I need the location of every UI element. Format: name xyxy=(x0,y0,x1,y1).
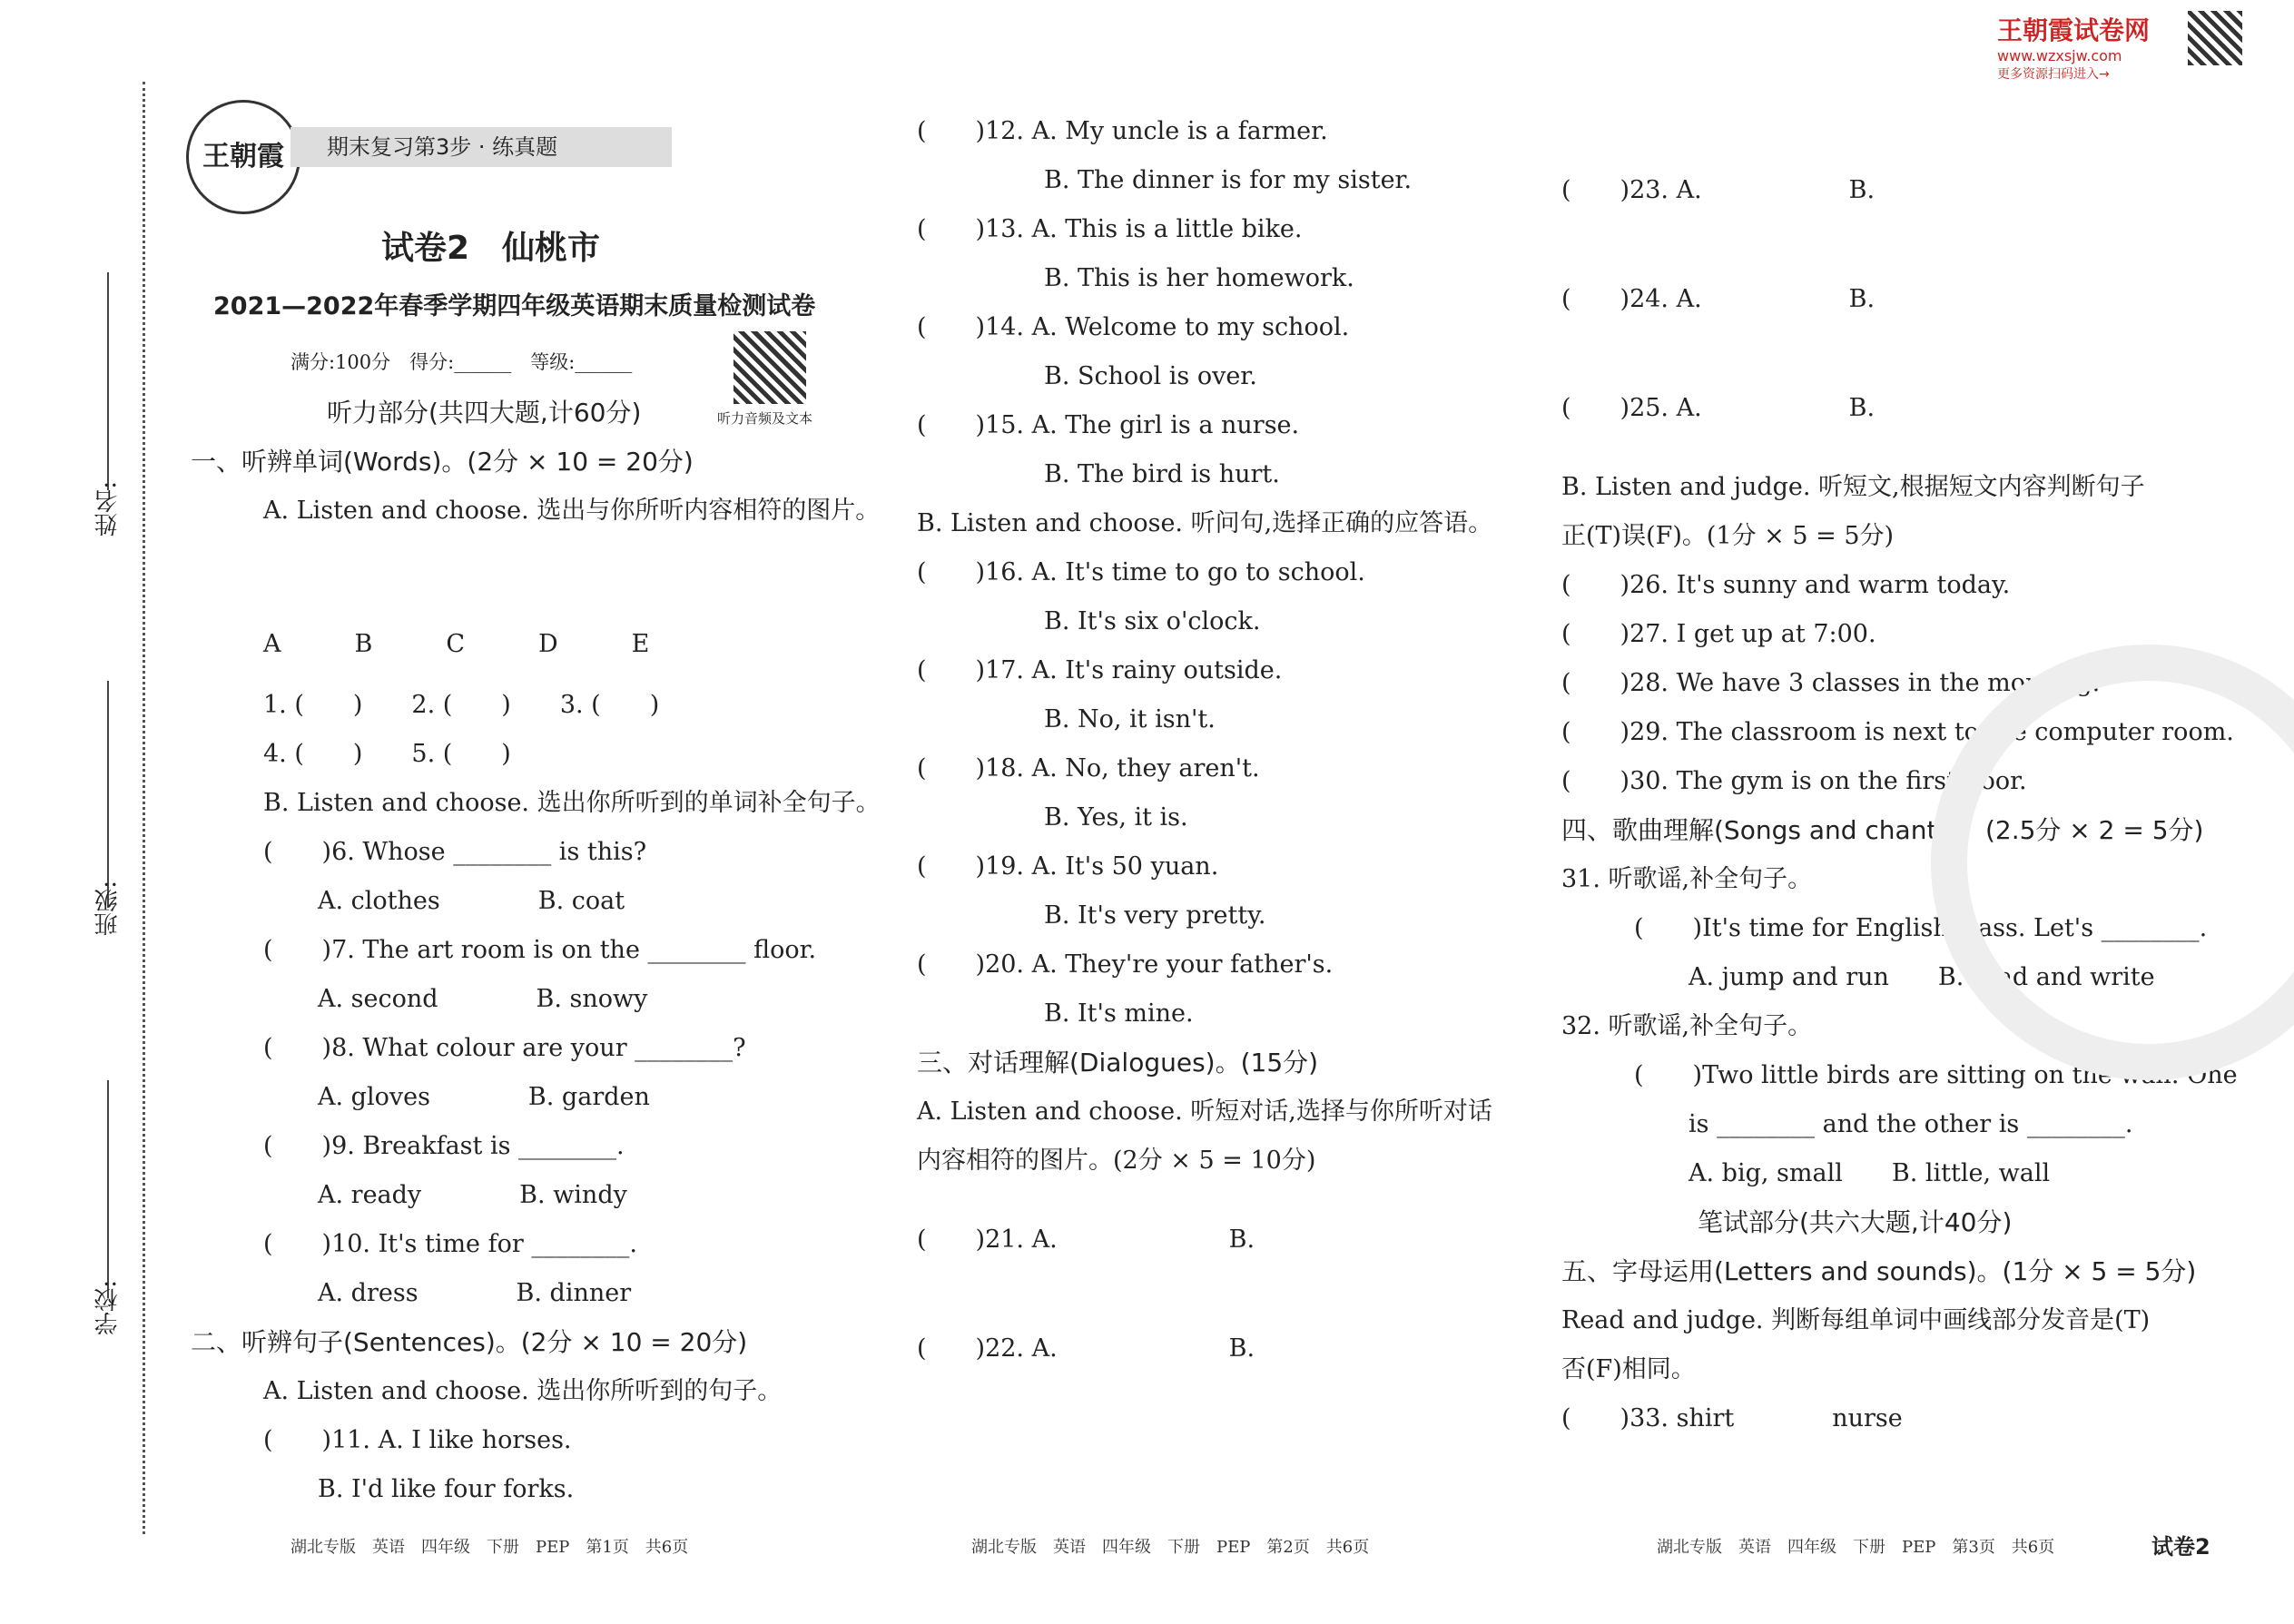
col1-line: B. Listen and choose. 选出你所听到的单词补全句子。 xyxy=(263,789,881,817)
col1-line: ( )11. A. I like horses. xyxy=(263,1426,572,1454)
col1-line: A. dress B. dinner xyxy=(318,1279,632,1307)
col2-line: B. Listen and choose. 听问句,选择正确的应答语。 xyxy=(917,509,1493,537)
col3-line: 否(F)相同。 xyxy=(1561,1355,1696,1383)
col3-line: ( )Two little birds are sitting on the wall. One xyxy=(1634,1061,2238,1089)
col1-line: ( )9. Breakfast is ________. xyxy=(263,1132,625,1160)
col3-line: ( )27. I get up at 7:00. xyxy=(1561,620,1876,648)
col1-line: A. Listen and choose. 选出与你所听内容相符的图片。 xyxy=(263,497,881,525)
col1-line: ( )7. The art room is on the ________ floor. xyxy=(263,936,817,964)
col2-line: B. It's very pretty. xyxy=(1044,901,1266,930)
col1-line: B. I'd like four forks. xyxy=(318,1475,575,1503)
col2-line: ( )18. A. No, they aren't. xyxy=(917,754,1260,782)
brand-url: www.wzxsjw.com xyxy=(1997,47,2122,64)
col1-line: 二、听辨句子(Sentences)。(2分 × 10 = 20分) xyxy=(191,1327,748,1357)
col2-line: ( )19. A. It's 50 yuan. xyxy=(917,852,1219,881)
binding-line xyxy=(143,82,147,1534)
col3-line: 31. 听歌谣,补全句子。 xyxy=(1561,865,1813,893)
col1-line: A B C D E xyxy=(263,630,650,658)
col2-line: ( )15. A. The girl is a nurse. xyxy=(917,411,1300,439)
school-label: 学校: xyxy=(94,1280,122,1335)
qr-label: 听力音频及文本 xyxy=(717,410,813,427)
col1-line: A. ready B. windy xyxy=(318,1181,627,1209)
school-line xyxy=(107,1080,109,1298)
col2-line: ( )17. A. It's rainy outside. xyxy=(917,656,1283,684)
col3-line: ( )25. A. B. xyxy=(1561,394,1876,422)
col2-line: ( )20. A. They're your father's. xyxy=(917,950,1334,979)
col1-line: 听力部分(共四大题,计60分) xyxy=(327,398,642,428)
col1-line: ( )8. What colour are your ________? xyxy=(263,1034,746,1062)
brand-note: 更多资源扫码进入→ xyxy=(1997,67,2110,82)
col3-line: B. Listen and judge. 听短文,根据短文内容判断句子 xyxy=(1561,473,2145,501)
brand xyxy=(1997,11,2150,83)
brand-qr-icon xyxy=(2188,11,2242,65)
col3-line: 笔试部分(共六大题,计40分) xyxy=(1698,1207,2013,1237)
col3-line: ( )26. It's sunny and warm today. xyxy=(1561,571,2011,599)
col3-line: 五、字母运用(Letters and sounds)。(1分 × 5 = 5分) xyxy=(1561,1256,2197,1286)
name-label: 姓名: xyxy=(94,481,122,536)
col1-line: 4. ( ) 5. ( ) xyxy=(263,740,511,768)
score-line: 满分:100分 得分:______ 等级:______ xyxy=(290,351,633,373)
brand-name: 王朝霞试卷网 xyxy=(1997,15,2151,45)
col2-line: ( )14. A. Welcome to my school. xyxy=(917,313,1350,341)
col2-line: ( )22. A. B. xyxy=(917,1334,1255,1363)
column-2 xyxy=(917,107,1492,1403)
col2-line: A. Listen and choose. 听短对话,选择与你所听对话 xyxy=(917,1097,1492,1126)
col1-line: A. Listen and choose. 选出你所听到的句子。 xyxy=(263,1377,783,1405)
col2-line: B. It's mine. xyxy=(1044,999,1194,1028)
footer-3: 湖北专版 英语 四年级 下册 PEP 第3页 共6页 xyxy=(1657,1538,2055,1557)
class-label: 班级: xyxy=(94,881,122,936)
col3-line: A. jump and run B. read and write xyxy=(1689,963,2155,991)
col2-line: B. No, it isn't. xyxy=(1044,705,1216,733)
col2-line: B. This is her homework. xyxy=(1044,264,1354,292)
col1-line: ( )6. Whose ________ is this? xyxy=(263,838,647,866)
page-subtitle: 2021—2022年春季学期四年级英语期末质量检测试卷 xyxy=(213,292,816,320)
col1-line: ( )10. It's time for ________. xyxy=(263,1230,637,1258)
col3-line: ( )29. The classroom is next to the computer room. xyxy=(1561,718,2234,746)
footer-2: 湖北专版 英语 四年级 下册 PEP 第2页 共6页 xyxy=(971,1538,1370,1557)
col3-line: ( )30. The gym is on the first floor. xyxy=(1561,767,2027,795)
col3-line: 32. 听歌谣,补全句子。 xyxy=(1561,1012,1813,1040)
col2-line: ( )16. A. It's time to go to school. xyxy=(917,558,1365,586)
paper-tag: 试卷2 xyxy=(2151,1534,2210,1560)
col2-line: B. School is over. xyxy=(1044,362,1257,390)
col3-line: is ________ and the other is ________. xyxy=(1689,1110,2133,1138)
col2-line: ( )12. A. My uncle is a farmer. xyxy=(917,117,1328,145)
col3-line: ( )24. A. B. xyxy=(1561,285,1876,313)
col2-line: 内容相符的图片。(2分 × 5 = 10分) xyxy=(917,1147,1316,1175)
col3-line: ( )33. shirt nurse xyxy=(1561,1404,1903,1432)
class-line xyxy=(107,681,109,908)
col2-line: ( )21. A. B. xyxy=(917,1225,1255,1254)
col2-line: ( )13. A. This is a little bike. xyxy=(917,215,1303,243)
col1-line: A. clothes B. coat xyxy=(318,887,625,915)
col1-line: 1. ( ) 2. ( ) 3. ( ) xyxy=(263,691,660,719)
col3-line: ( )It's time for English class. Let's ________. xyxy=(1634,914,2208,942)
footer-1: 湖北专版 英语 四年级 下册 PEP 第1页 共6页 xyxy=(290,1538,689,1557)
col3-line: 四、歌曲理解(Songs and chants)。(2.5分 × 2 = 5分) xyxy=(1561,815,2204,845)
col3-line: A. big, small B. little, wall xyxy=(1689,1159,2051,1187)
column-1 xyxy=(191,389,881,1514)
col2-line: B. Yes, it is. xyxy=(1044,803,1188,832)
col1-line: 一、听辨单词(Words)。(2分 × 10 = 20分) xyxy=(191,447,694,477)
col1-line: A. second B. snowy xyxy=(318,985,648,1013)
col2-line: B. The bird is hurt. xyxy=(1044,460,1280,488)
col3-line: 正(T)误(F)。(1分 × 5 = 5分) xyxy=(1561,522,1895,550)
col3-line: ( )28. We have 3 classes in the morning. xyxy=(1561,669,2101,697)
col2-line: B. It's six o'clock. xyxy=(1044,607,1261,635)
page-title: 试卷2 仙桃市 xyxy=(381,230,601,267)
col3-line: ( )23. A. B. xyxy=(1561,176,1876,204)
col2-line: B. The dinner is for my sister. xyxy=(1044,166,1413,194)
name-line xyxy=(107,272,109,490)
col3-line: Read and judge. 判断每组单词中画线部分发音是(T) xyxy=(1561,1306,2151,1334)
section-caption: 期末复习第3步 · 练真题 xyxy=(290,127,672,167)
col2-line: 三、对话理解(Dialogues)。(15分) xyxy=(917,1048,1319,1078)
logo: 王朝霞 xyxy=(186,100,300,214)
col1-line: A. gloves B. garden xyxy=(318,1083,650,1111)
